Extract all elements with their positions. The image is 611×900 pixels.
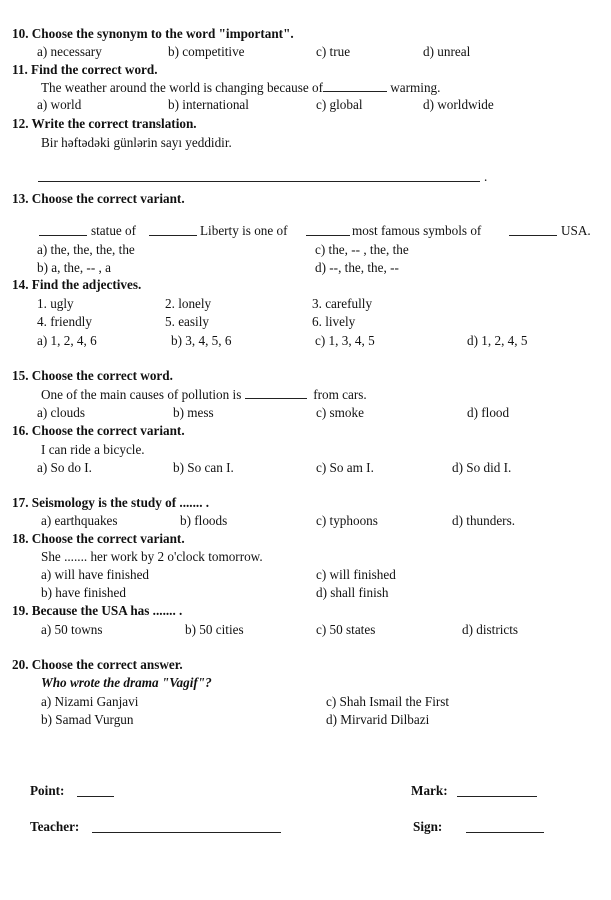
q16-option-a[interactable]: a) So do I. [37,460,92,475]
q12-answer-end: . [484,169,488,184]
q14-word-3: 3. carefully [312,296,373,311]
q13-blank-2 [149,235,197,236]
q20-option-c[interactable]: c) Shah Ismail the First [326,694,450,709]
q14-option-c[interactable]: c) 1, 3, 4, 5 [315,333,375,348]
question-12-title: 12. Write the correct translation. [12,116,197,131]
q16-text: I can ride a bicycle. [41,442,145,457]
q16-option-c[interactable]: c) So am I. [316,460,374,475]
q13-blank-4 [509,235,557,236]
q14-option-a[interactable]: a) 1, 2, 4, 6 [37,333,97,348]
teacher-label: Teacher: [30,819,80,834]
mark-field[interactable] [457,796,537,797]
q16-option-b[interactable]: b) So can I. [173,460,234,475]
q12-text: Bir həftədəki günlərin sayı yeddidir. [41,135,232,150]
question-17-title: 17. Seismology is the study of ....... . [12,495,210,510]
q18-option-d[interactable]: d) shall finish [316,585,389,600]
q17-option-d[interactable]: d) thunders. [452,513,515,528]
q13-option-b[interactable]: b) a, the, -- , a [37,260,111,275]
q15-option-b[interactable]: b) mess [173,405,214,420]
q14-word-5: 5. easily [165,314,209,329]
q15-option-d[interactable]: d) flood [467,405,510,420]
q13-option-d[interactable]: d) --, the, the, -- [315,260,399,275]
mark-label: Mark: [411,783,448,798]
q19-option-a[interactable]: a) 50 towns [41,622,103,637]
sign-label: Sign: [413,819,443,834]
q19-option-c[interactable]: c) 50 states [316,622,376,637]
q15-option-c[interactable]: c) smoke [316,405,364,420]
q11-sentence-start: The weather around the world is changing because of [41,80,323,95]
question-11-title: 11. Find the correct word. [12,62,158,77]
question-18-title: 18. Choose the correct variant. [12,531,185,546]
point-label: Point: [30,783,65,798]
question-10-title: 10. Choose the synonym to the word "important". [12,26,294,41]
q13-blank-3 [306,235,350,236]
q13-blank-1 [39,235,87,236]
question-20-title: 20. Choose the correct answer. [12,657,183,672]
q11-sentence-end: warming. [390,80,441,95]
q10-option-c[interactable]: c) true [316,44,351,59]
q17-option-b[interactable]: b) floods [180,513,228,528]
q13-part-1: statue of [91,223,137,238]
q18-option-c[interactable]: c) will finished [316,567,396,582]
q10-option-d[interactable]: d) unreal [423,44,471,59]
q17-option-c[interactable]: c) typhoons [316,513,378,528]
question-13-title: 13. Choose the correct variant. [12,191,185,206]
q15-sentence [41,386,367,404]
question-15-title: 15. Choose the correct word. [12,368,173,383]
q10-option-b[interactable]: b) competitive [168,44,245,59]
q17-option-a[interactable]: a) earthquakes [41,513,118,528]
q10-option-a[interactable]: a) necessary [37,44,102,59]
q13-part-3: most famous symbols of [352,223,482,238]
q18-option-a[interactable]: a) will have finished [41,567,150,582]
q11-blank [323,81,387,92]
q14-option-b[interactable]: b) 3, 4, 5, 6 [171,333,232,348]
q16-option-d[interactable]: d) So did I. [452,460,512,475]
q14-word-6: 6. lively [312,314,356,329]
q11-option-b[interactable]: b) international [168,97,249,112]
q20-option-d[interactable]: d) Mirvarid Dilbazi [326,712,430,727]
q15-sentence-start: One of the main causes of pollution is [41,387,242,402]
sign-field[interactable] [466,832,544,833]
q12-answer-line[interactable] [38,181,480,182]
q13-option-a[interactable]: a) the, the, the, the [37,242,135,257]
q13-option-c[interactable]: c) the, -- , the, the [315,242,409,257]
question-14-title: 14. Find the adjectives. [12,277,142,292]
point-field[interactable] [77,796,114,797]
question-16-title: 16. Choose the correct variant. [12,423,185,438]
q18-text: She ....... her work by 2 o'clock tomorrow. [41,549,263,564]
q18-option-b[interactable]: b) have finished [41,585,126,600]
q11-option-d[interactable]: d) worldwide [423,97,494,112]
q20-option-a[interactable]: a) Nizami Ganjavi [41,694,139,709]
q13-part-4: USA. [561,223,591,238]
q19-option-b[interactable]: b) 50 cities [185,622,244,637]
q14-option-d[interactable]: d) 1, 2, 4, 5 [467,333,528,348]
q19-option-d[interactable]: d) districts [462,622,519,637]
q11-sentence [41,79,440,97]
q11-option-a[interactable]: a) world [37,97,82,112]
question-19-title: 19. Because the USA has ....... . [12,603,183,618]
q20-text: Who wrote the drama "Vagif"? [41,675,212,690]
q15-blank [245,388,307,399]
q13-part-2: Liberty is one of [200,223,288,238]
q11-option-c[interactable]: c) global [316,97,363,112]
q15-sentence-end: from cars. [313,387,367,402]
teacher-field[interactable] [92,832,281,833]
q14-word-2: 2. lonely [165,296,212,311]
q14-word-1: 1. ugly [37,296,74,311]
q14-word-4: 4. friendly [37,314,92,329]
q20-option-b[interactable]: b) Samad Vurgun [41,712,134,727]
q15-option-a[interactable]: a) clouds [37,405,85,420]
